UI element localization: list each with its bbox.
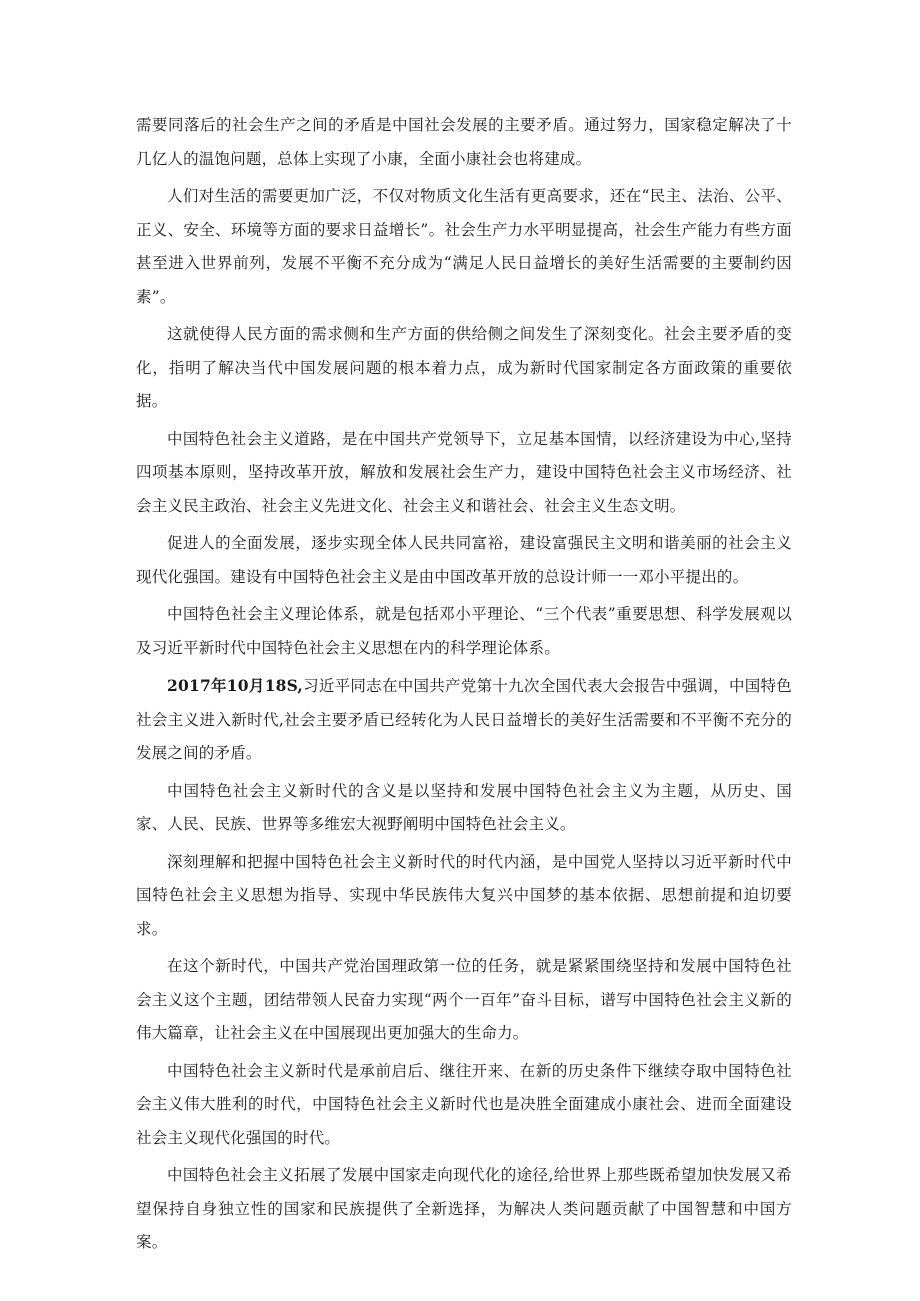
paragraph-text: 中国特色社会主义新时代是承前启后、继往开来、在新的历史条件下继续夺取中国特色社会主义伟大胜利的时代，中国特色社会主义新时代也是决胜全面建成小康社会、进而全面建设社会主义现代化强国的时代。	[136, 1061, 792, 1147]
paragraph-text: 促进人的全面发展，逐步实现全体人民共同富裕，建设富强民主文明和谐美丽的社会主义现代化强国。建设有中国特色社会主义是由中国改革开放的总设计师一一邓小平提出的。	[136, 534, 792, 586]
paragraph-2	[136, 180, 792, 314]
paragraph-9	[136, 846, 792, 947]
paragraph-text: 人们对生活的需要更加广泛，不仅对物质文化生活有更高要求，还在“民主、法治、公平、正义、安全、环境等方面的要求日益增长”。社会生产力水平明显提高，社会生产能力有些方面甚至进入世界前列，发展不平衡不充分成为“满足人民日益增长的美好生活需要的主要制约因素”。	[136, 187, 792, 306]
paragraph-text: 中国特色社会主义拓展了发展中国家走向现代化的途径,给世界上那些既希望加快发展又希望保持自身独立性的国家和民族提供了全新选择，为解决人类问题贡献了中国智慧和中国方案。	[136, 1166, 792, 1251]
paragraph-text: 这就使得人民方面的需求侧和生产方面的供给侧之间发生了深刻变化。社会主要矛盾的变化，指明了解决当代中国发展问题的根本着力点，成为新时代国家制定各方面政策的重要依据。	[136, 325, 792, 410]
paragraph-8	[136, 775, 792, 842]
paragraph-text: 习近平同志在中国共产党第十九次全国代表大会报告中强调，中国特色社会主义进入新时代,社会主要矛盾已经转化为人民日益增长的美好生活需要和不平衡不充分的发展之间的矛盾。	[136, 677, 793, 762]
paragraph-text: 深刻理解和把握中国特色社会主义新时代的时代内涵，是中国党人坚持以习近平新时代中国特色社会主义思想为指导、实现中华民族伟大复兴中国梦的基本依据、思想前提和迫切要求。	[136, 852, 792, 938]
paragraph-3	[136, 318, 792, 419]
paragraph-10	[136, 950, 792, 1051]
paragraph-date-lead: 2017年10月18S,	[167, 676, 304, 695]
paragraph-12	[136, 1159, 792, 1260]
paragraph-5	[136, 527, 792, 594]
document-page	[136, 109, 792, 1264]
paragraph-4	[136, 423, 792, 524]
paragraph-1	[136, 109, 792, 176]
paragraph-text: 需要同落后的社会生产之间的矛盾是中国社会发展的主要矛盾。通过努力，国家稳定解决了十几亿人的温饱问题，总体上实现了小康，全面小康社会也将建成。	[136, 116, 792, 168]
paragraph-text: 中国特色社会主义新时代的含义是以坚持和发展中国特色社会主义为主题，从历史、国家、人民、民族、世界等多维宏大视野阐明中国特色社会主义。	[136, 781, 792, 833]
paragraph-6	[136, 598, 792, 665]
paragraph-text: 在这个新时代，中国共产党治国理政第一位的任务，就是紧紧围绕坚持和发展中国特色社会主义这个主题，团结带领人民奋力实现“两个一百年”奋斗目标，谱写中国特色社会主义新的伟大篇章，让社会主义在中国展现出更加强大的生命力。	[136, 957, 792, 1042]
paragraph-text: 中国特色社会主义道路，是在中国共产党领导下，立足基本国情，以经济建设为中心,坚持四项基本原则，坚持改革开放，解放和发展社会生产力，建设中国特色社会主义市场经济、社会主义民主政治、社会主义先进文化、社会主义和谐社会、社会主义生态文明。	[136, 429, 792, 515]
paragraph-11	[136, 1055, 792, 1156]
paragraph-7	[136, 669, 792, 771]
paragraph-text: 中国特色社会主义理论体系，就是包括邓小平理论、“三个代表”重要思想、科学发展观以及习近平新时代中国特色社会主义思想在内的科学理论体系。	[136, 605, 792, 657]
